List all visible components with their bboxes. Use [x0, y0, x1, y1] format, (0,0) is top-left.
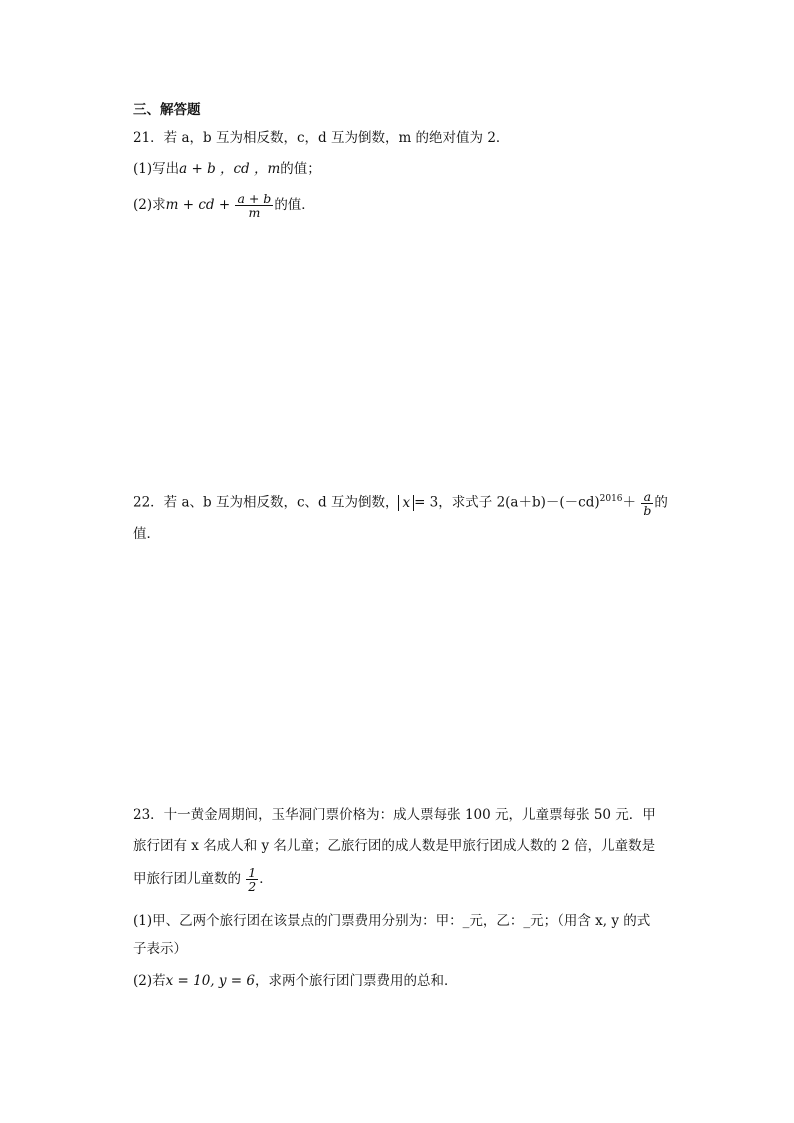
q23-half-numerator: 1 — [248, 865, 257, 880]
q21-part2-label: (2)求 — [133, 197, 166, 213]
q23-part2-suffix: ，求两个旅行团门票费用的总和． — [255, 973, 458, 989]
q22-line1 — [133, 484, 668, 518]
q22-fraction — [641, 490, 653, 517]
section-heading: 三、解答题 — [133, 102, 201, 118]
q21-fraction — [235, 192, 273, 219]
q23-line3-prefix: 甲旅行团儿童数的 — [133, 871, 241, 887]
q21-part2-suffix: 的值． — [274, 197, 315, 213]
q21-line1: 21．若 a，b 互为相反数，c，d 互为倒数，m 的绝对值为 2． — [133, 130, 510, 146]
q23-part1-cont: 子表示） — [133, 941, 187, 957]
q22-exponent: 2016 — [599, 494, 623, 504]
q21-fraction-numerator: a + b — [237, 191, 272, 206]
q22-abs-value: x — [398, 495, 414, 511]
q22-fraction-denominator: b — [643, 502, 652, 518]
q22-prefix: 22．若 a、b 互为相反数，c、d 互为倒数， — [133, 494, 399, 511]
q21-line3 — [133, 190, 315, 220]
q23-line3 — [133, 864, 273, 894]
q21-part1-expr: a + b ，cd ，m — [179, 161, 281, 177]
q23-half-fraction — [246, 866, 258, 893]
q22-plus: ＋ — [622, 494, 637, 511]
q23-line3-suffix: ． — [259, 871, 273, 887]
q22-fraction-numerator: a — [643, 488, 652, 504]
q23-part2-expr: x = 10, y = 6 — [165, 973, 256, 989]
q22-expression: ，求式子 2(a＋b)－(－cd) — [438, 494, 600, 511]
q23-half-denominator: 2 — [248, 879, 257, 894]
q21-part1-suffix: 的值； — [280, 161, 321, 177]
q21-part2-expr: m + cd + — [165, 197, 231, 213]
q22-line2: 值． — [133, 526, 160, 542]
q23-line1: 23．十一黄金周期间，玉华洞门票价格为：成人票每张 100 元，儿童票每张 50 元．甲 — [133, 807, 656, 823]
q22-suffix: 的 — [654, 494, 668, 511]
q23-part1: (1)甲、乙两个旅行团在该景点的门票费用分别为：甲：_元，乙：_元；（用含 x, y 的式 — [133, 913, 651, 929]
q21-part1-label: (1)写出 — [133, 161, 180, 177]
q21-line2 — [133, 159, 321, 179]
q23-part2 — [133, 971, 458, 991]
q23-line2: 旅行团有 x 名成人和 y 名儿童；乙旅行团的成人数是甲旅行团成人数的 2 倍，儿童数是 — [133, 838, 656, 854]
q23-part2-label: (2)若 — [133, 973, 166, 989]
q21-fraction-denominator: m — [235, 205, 273, 219]
q22-abs-eq: = 3 — [414, 494, 439, 511]
